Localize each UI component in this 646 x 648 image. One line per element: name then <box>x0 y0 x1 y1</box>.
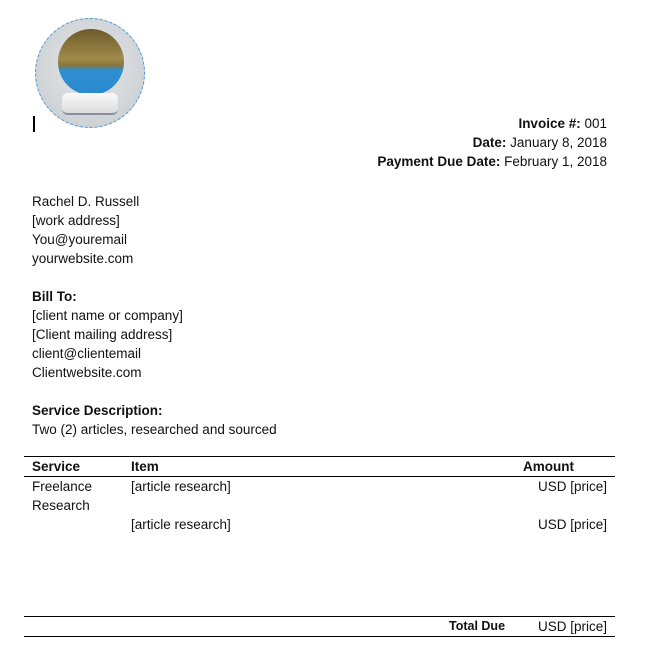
company-logo <box>35 18 145 128</box>
total-due-label: Total Due <box>449 619 506 633</box>
header-item: Item <box>131 459 159 474</box>
text-cursor <box>33 116 35 132</box>
date-label: Date: <box>472 135 507 150</box>
due-label: Payment Due Date: <box>377 154 501 169</box>
bill-to-block <box>32 287 183 382</box>
invoice-number-value: 001 <box>580 116 607 131</box>
sender-name: Rachel D. Russell <box>32 194 140 209</box>
header-service: Service <box>32 459 81 474</box>
row-amount: USD [price] <box>537 517 607 532</box>
invoice-date <box>473 135 607 150</box>
invoice-number <box>518 116 607 131</box>
sender-email: You@youremail <box>32 232 128 247</box>
service-description-text: Two (2) articles, researched and sourced <box>32 422 277 437</box>
bill-to-label: Bill To: <box>32 289 77 304</box>
row-amount: USD [price] <box>537 479 607 494</box>
row-item: [article research] <box>131 479 231 494</box>
row-service: Freelance <box>32 479 93 494</box>
sender-address: [work address] <box>32 213 120 228</box>
sender-website: yourwebsite.com <box>32 251 134 266</box>
invoice-number-label: Invoice #: <box>518 116 581 131</box>
client-name: [client name or company] <box>32 308 183 323</box>
table-header-rule <box>24 476 615 477</box>
service-description <box>32 401 277 439</box>
service-description-label: Service Description: <box>32 403 163 418</box>
client-email: client@clientemail <box>32 346 141 361</box>
sender-block <box>32 192 139 268</box>
client-address: [Client mailing address] <box>32 327 173 342</box>
logo-globe <box>58 29 124 95</box>
due-value: February 1, 2018 <box>500 154 607 169</box>
logo-stand <box>62 93 118 115</box>
total-due-value: USD [price] <box>537 619 607 634</box>
table-top-rule <box>24 456 615 457</box>
client-website: Clientwebsite.com <box>32 365 142 380</box>
date-value: January 8, 2018 <box>506 135 607 150</box>
row-service-cont: Research <box>32 498 90 513</box>
total-top-rule <box>24 616 615 617</box>
header-amount: Amount <box>523 459 574 474</box>
payment-due-date <box>377 154 607 169</box>
total-bottom-rule <box>24 636 615 637</box>
row-item: [article research] <box>131 517 231 532</box>
